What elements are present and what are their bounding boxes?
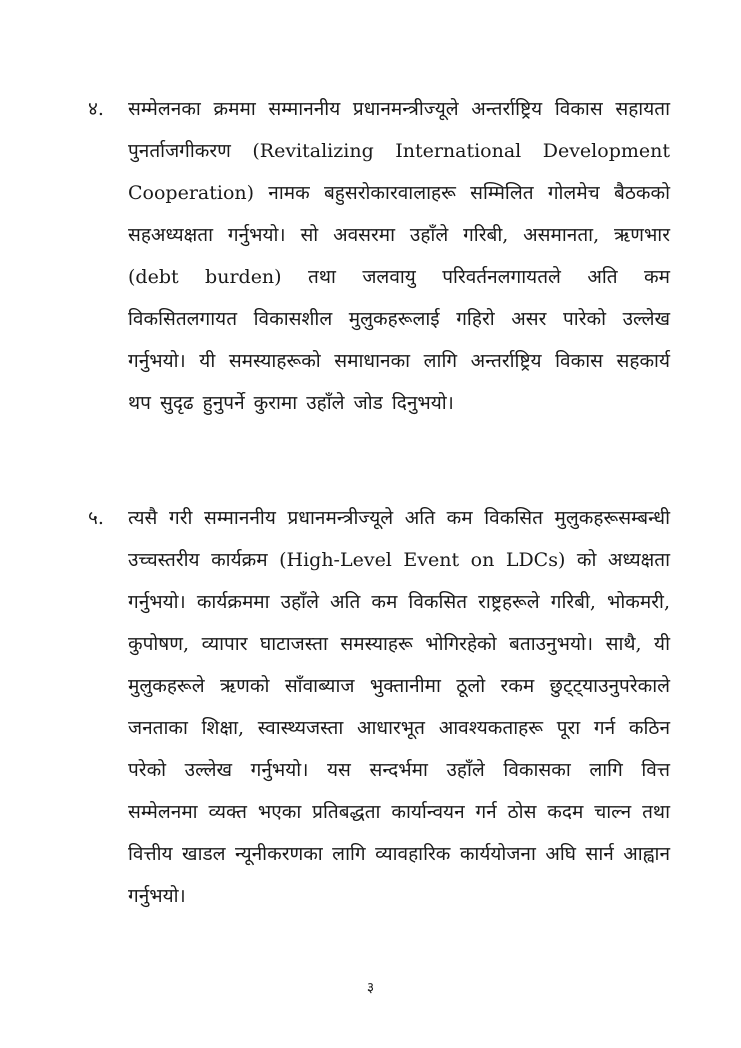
page-number: ३ <box>366 980 375 996</box>
paragraph-text: सम्मेलनका क्रममा सम्माननीय प्रधानमन्त्रीज्यूले अन्तर्राष्ट्रिय विकास सहायता पुनर्ताजगीकरण (Revitalizing International Development Cooperation) नामक बहुसरोकारवालाहरू सम्मिलित गोलमेच बैठकको सहअध्यक्षता गर्नुभयो। सो अवसरमा उहाँले गरिबी, असमानता, ऋणभार (debt burden) तथा जलवायु परिवर्तनलगायतले अति कम विकसितलगायत विकासशील मुलुकहरूलाई गहिरो असर पारेको उल्लेख गर्नुभयो। यी समस्याहरूको समाधानका लागि अन्तर्राष्ट्रिय विकास सहकार्य थप सुदृढ हुनुपर्ने कुरामा उहाँले जोड दिनुभयो। <box>128 98 670 414</box>
paragraph-5 <box>88 497 670 917</box>
paragraph-text: त्यसै गरी सम्माननीय प्रधानमन्त्रीज्यूले अति कम विकसित मुलुकहरूसम्बन्धी उच्चस्तरीय कार्यक्रम (High-Level Event on LDCs) को अध्यक्षता गर्नुभयो। कार्यक्रममा उहाँले अति कम विकसित राष्ट्रहरूले गरिबी, भोकमरी, कुपोषण, व्यापार घाटाजस्ता समस्याहरू भोगिरहेको बताउनुभयो। साथै, यी मुलुकहरूले ऋणको साँवाब्याज भुक्तानीमा ठूलो रकम छुट्ट्याउनुपरेकाले जनताका शिक्षा, स्वास्थ्यजस्ता आधारभूत आवश्यकताहरू पूरा गर्न कठिन परेको उल्लेख गर्नुभयो। यस सन्दर्भमा उहाँले विकासका लागि वित्त सम्मेलनमा व्यक्त भएका प्रतिबद्धता कार्यान्वयन गर्न ठोस कदम चाल्न तथा वित्तीय खाडल न्यूनीकरणका लागि व्यावहारिक कार्ययोजना अघि सार्न आह्वान गर्नुभयो। <box>128 507 670 907</box>
paragraph-4 <box>88 88 670 424</box>
paragraph-number: ४. <box>88 98 104 120</box>
paragraph-number: ५. <box>88 507 104 529</box>
